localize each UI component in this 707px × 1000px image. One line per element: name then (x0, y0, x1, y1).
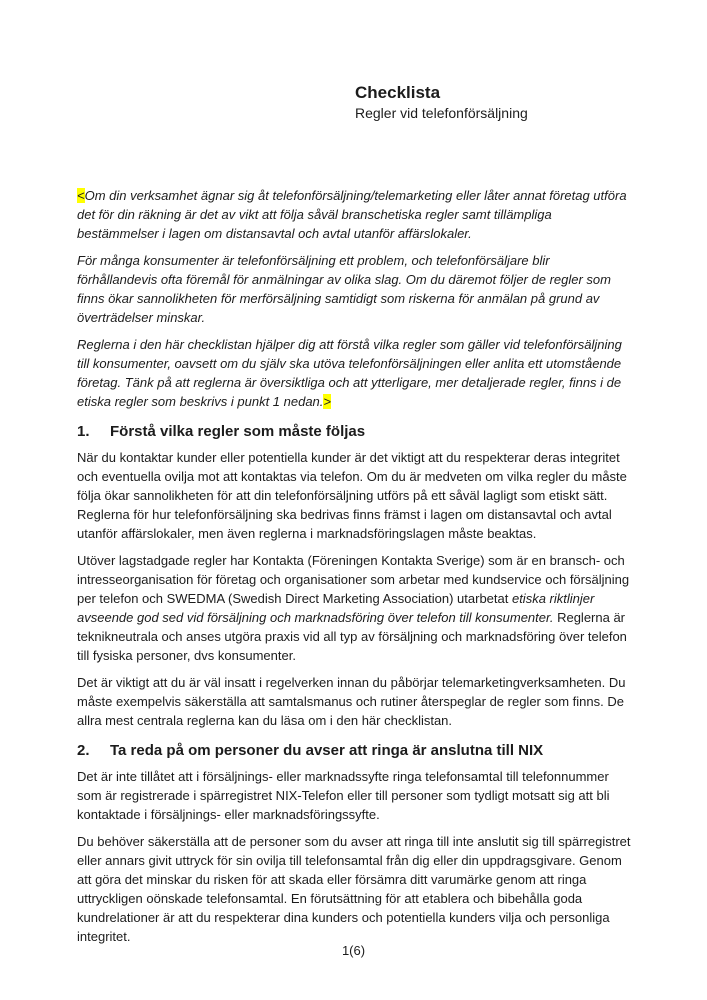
section-1-number: 1. (77, 423, 90, 440)
section-2-paragraph-2: Du behöver säkerställa att de personer som du avser att ringa till inte anslutit sig till spärregistret eller annars givit uttryck för sin ovilja till telefonsamtal från dig eller din uppdragsgivare. Genom att göra det minskar du risken för att skada eller försämra ditt varumärke genom att ringa uttryckligen oönskade telefonsamtal. En förutsättning för att etablera och bibehålla goda kundrelationer är att du respekterar dina kunders och potentiella kunders vilja och personliga integritet. (77, 834, 631, 944)
document-subtitle: Regler vid telefonförsäljning (355, 105, 528, 121)
section-1-paragraph-3: Det är viktigt att du är väl insatt i regelverken innan du påbörjar telemarketingverksamheten. Du måste exempelvis säkerställa att samtalsmanus och rutiner återspeglar de regler som finns. De allra mest centrala reglerna kan du läsa om i den här checklistan. (77, 675, 626, 728)
section-2-heading (77, 741, 633, 760)
section-1-heading-text: Förstå vilka regler som måste följas (110, 423, 366, 440)
section-2-paragraph-1: Det är inte tillåtet att i försäljnings- eller marknadssyfte ringa telefonsamtal till telefonnummer som är registrerade i spärregistret NIX-Telefon eller till personer som tydligt motsatt sig att bli kontaktade i försäljnings- eller marknadsföringssyfte. (77, 769, 610, 822)
page-number-footer: 1(6) (341, 943, 366, 958)
intro-paragraph-3-text: Reglerna i den här checklistan hjälper dig att förstå vilka regler som gäller vid telefonförsäljning till konsumenter, oavsett om du själv ska utöva telefonförsäljningen eller anlita ett utomstående företag. Tänk på att reglerna är översiktliga och att ytterligare, mer detaljerade regler, finns i de etiska regler som beskrivs i punkt 1 nedan. (77, 337, 622, 409)
intro-paragraph-3 (77, 335, 633, 411)
intro-paragraph-2: För många konsumenter är telefonförsäljning ett problem, och telefonförsäljare blir förhållandevis ofta föremål för anmälningar av olika slag. Om du däremot följer de regler som finns ökar sannolikheten för merförsäljning samtidigt som riskerna för anmälan på grund av överträdelser minskar. (77, 253, 611, 325)
document-body (77, 186, 633, 954)
section-1-paragraph-2-italic-title: etiska riktlinjer avseende god sed vid försäljning och marknadsföring över telefon till konsumenter. (77, 591, 595, 625)
highlight-close-bracket: > (323, 394, 331, 409)
section-1-heading (77, 422, 633, 441)
section-1-paragraph-2-tail: Reglerna är teknikneutrala och anses utgöra praxis vid all typ av försäljning och marknadsföring över telefon till fysiska personer, dvs konsumenter. (77, 610, 627, 663)
highlight-open-bracket: < (77, 188, 85, 203)
section-1-paragraph-2-lead: Utöver lagstadgade regler har Kontakta (Föreningen Kontakta Sverige) som är en bransch- och intresseorganisation för företag och organisationer som arbetar med kundservice och försäljning per telefon och SWEDMA (Swedish Direct Marketing Association) utarbetat (77, 553, 630, 606)
intro-paragraph-1-text: Om din verksamhet ägnar sig åt telefonförsäljning/telemarketing eller låter annat företag utföra det för din räkning är det av vikt att följa såväl branschetiska regler samt tillämpliga bestämmelser i lagen om distansavtal och avtal utanför affärslokaler. (77, 188, 627, 241)
section-2-number: 2. (77, 742, 90, 759)
intro-paragraph-1 (77, 186, 633, 243)
document-title: Checklista (355, 83, 441, 102)
section-2-heading-text: Ta reda på om personer du avser att ringa är anslutna till NIX (110, 742, 544, 759)
title-block (355, 82, 528, 123)
section-1-paragraph-2 (77, 551, 633, 665)
section-1-paragraph-1: När du kontaktar kunder eller potentiella kunder är det viktigt att du respekterar deras integritet och eventuella ovilja mot att kontaktas via telefon. Om du är medveten om vilka regler du måste följa ökar sannolikheten för att din telefonförsäljning utförs på ett såväl lagligt som etiskt sätt. Reglerna för hur telefonförsäljning ska bedrivas finns främst i lagen om distansavtal och avtal utanför affärslokaler, men även reglerna i marknadsföringslagen måste beaktas. (77, 450, 627, 541)
